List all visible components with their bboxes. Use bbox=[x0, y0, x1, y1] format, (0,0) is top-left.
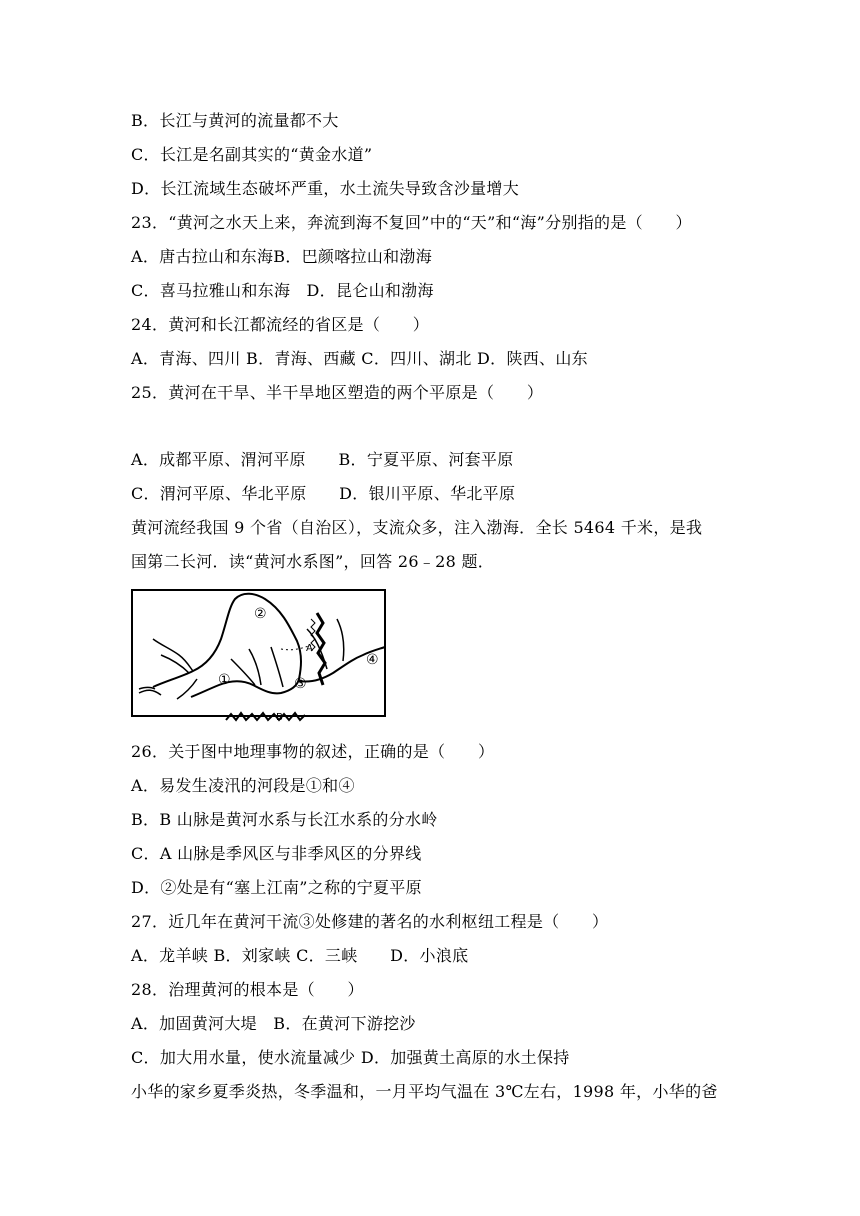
options-25-ab: A．成都平原、渭河平原 B．宁夏平原、河套平原 bbox=[131, 450, 514, 469]
map-label-1: ① bbox=[218, 672, 231, 688]
map-label-2: ② bbox=[254, 606, 267, 622]
options-28-cd: C．加大用水量，使水流量减少 D．加强黄土高原的水土保持 bbox=[131, 1048, 570, 1067]
question-26: 26．关于图中地理事物的叙述，正确的是（ ） bbox=[131, 742, 495, 761]
passage-line-2: 国第二长河．读“黄河水系图”，回答 26﹣28 题． bbox=[131, 552, 495, 571]
options-27: A．龙羊峡 B．刘家峡 C．三峡 D．小浪底 bbox=[131, 946, 469, 965]
question-24: 24．黄河和长江都流经的省区是（ ） bbox=[131, 315, 430, 334]
option-22-d: D．长江流域生态破坏严重，水土流失导致含沙量增大 bbox=[131, 179, 520, 198]
option-26-a: A．易发生凌汛的河段是①和④ bbox=[131, 776, 355, 795]
passage-next: 小华的家乡夏季炎热，冬季温和，一月平均气温在 3℃左右，1998 年，小华的爸 bbox=[131, 1082, 718, 1101]
map-label-4: ④ bbox=[366, 652, 379, 668]
option-26-c: C．A 山脉是季风区与非季风区的分界线 bbox=[131, 844, 422, 863]
option-22-c: C．长江是名副其实的“黄金水道” bbox=[131, 145, 373, 164]
question-25: 25．黄河在干旱、半干旱地区塑造的两个平原是（ ） bbox=[131, 383, 544, 402]
passage-line-1: 黄河流经我国 9 个省（自治区），支流众多，注入渤海．全长 5464 千米，是我 bbox=[131, 518, 703, 537]
option-26-b: B．B 山脉是黄河水系与长江水系的分水岭 bbox=[131, 810, 438, 829]
question-27: 27．近几年在黄河干流③处修建的著名的水利枢纽工程是（ ） bbox=[131, 912, 609, 931]
map-label-a: A bbox=[306, 643, 313, 654]
yellow-river-system-map bbox=[131, 589, 386, 723]
options-23-cd: C．喜马拉雅山和东海 D．昆仑山和渤海 bbox=[131, 281, 434, 300]
map-label-b: B bbox=[276, 712, 283, 723]
question-28: 28．治理黄河的根本是（ ） bbox=[131, 980, 364, 999]
options-28-ab: A．加固黄河大堤 B．在黄河下游挖沙 bbox=[131, 1014, 416, 1033]
options-24: A．青海、四川 B．青海、西藏 C．四川、湖北 D．陕西、山东 bbox=[131, 349, 588, 368]
question-23: 23．“黄河之水天上来，奔流到海不复回”中的“天”和“海”分别指的是（ ） bbox=[131, 213, 692, 232]
map-label-3: ③ bbox=[294, 676, 307, 692]
option-26-d: D．②处是有“塞上江南”之称的宁夏平原 bbox=[131, 878, 422, 897]
options-23-ab: A．唐古拉山和东海B．巴颜喀拉山和渤海 bbox=[131, 247, 433, 266]
options-25-cd: C．渭河平原、华北平原 D．银川平原、华北平原 bbox=[131, 484, 516, 503]
option-22-b: B．长江与黄河的流量都不大 bbox=[131, 111, 339, 130]
